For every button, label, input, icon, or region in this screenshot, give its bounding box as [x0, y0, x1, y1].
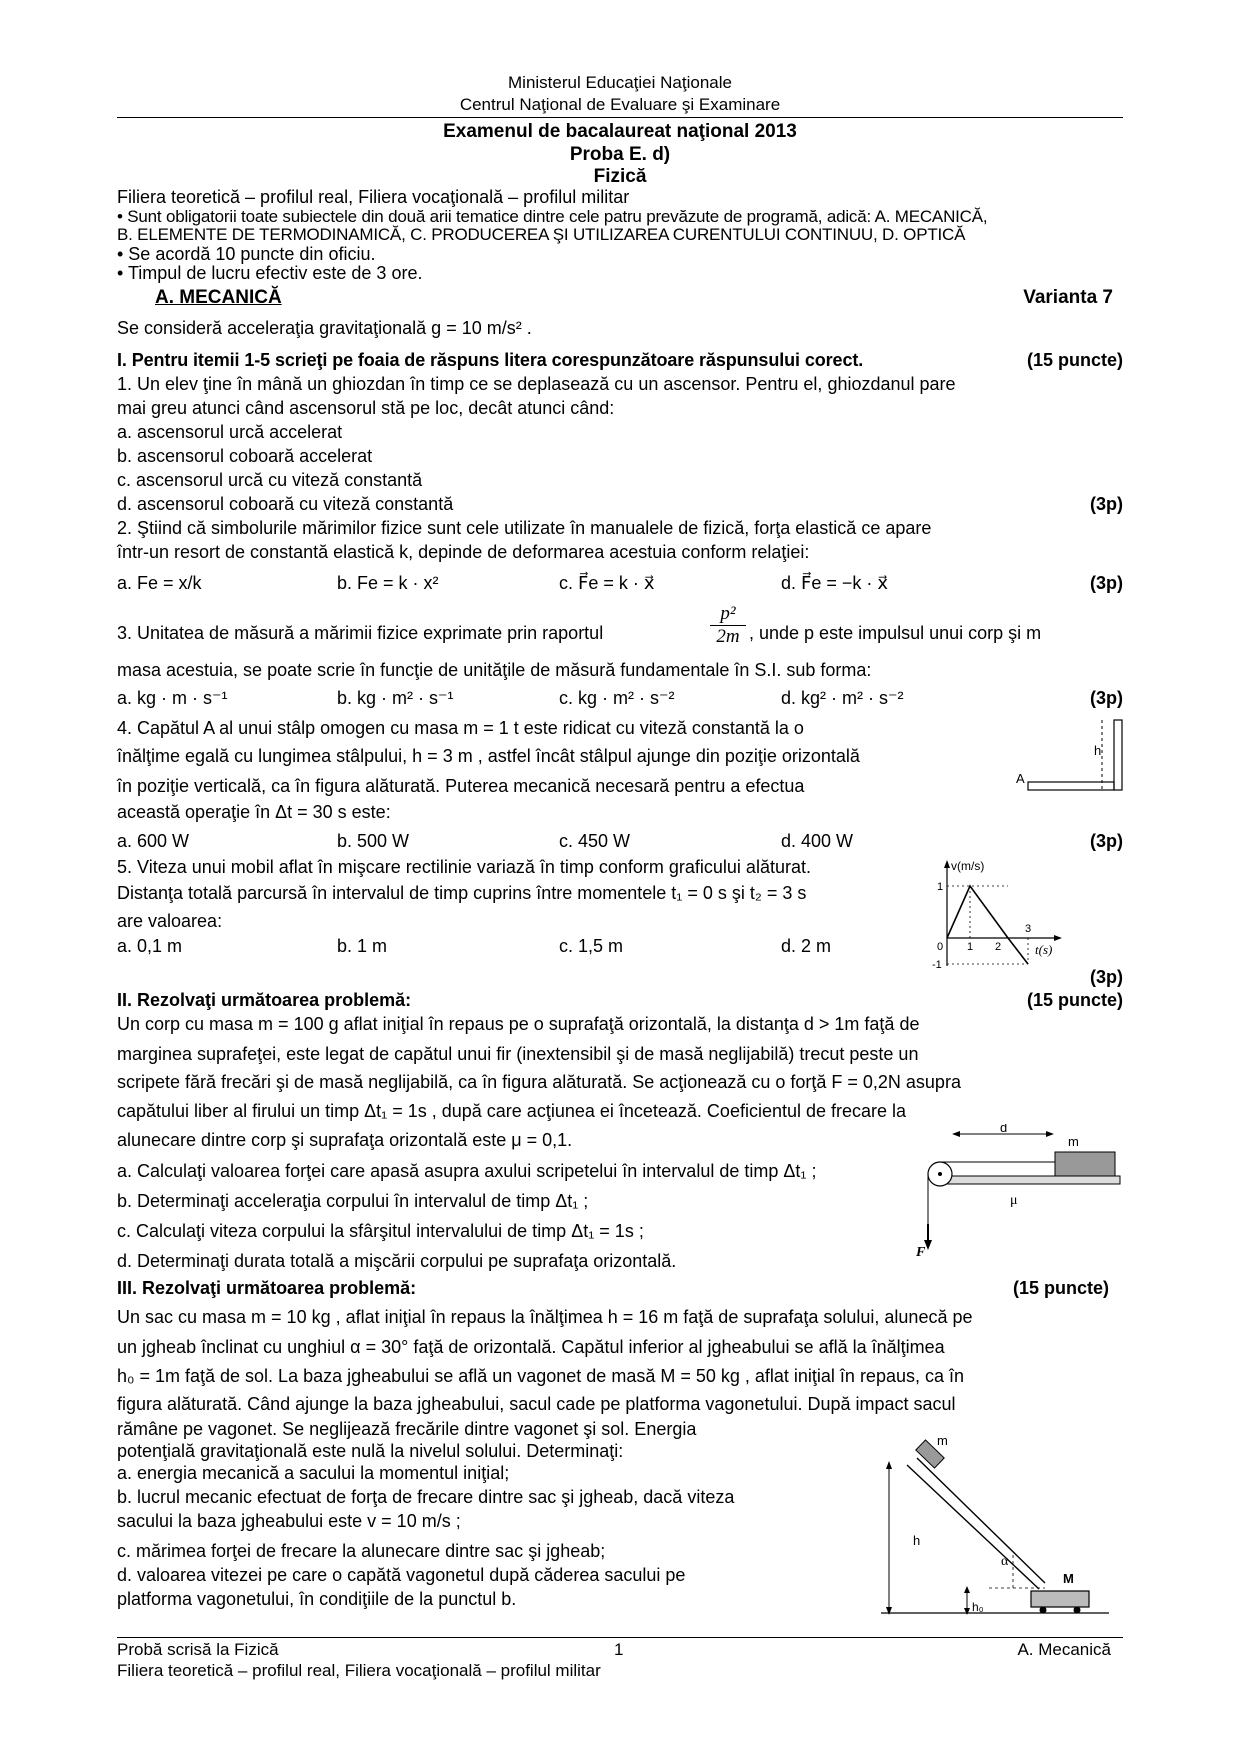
t-axis-arrow [1054, 935, 1062, 941]
footer-page-number: 1 [614, 1640, 624, 1659]
h-arrow-top [886, 1461, 892, 1469]
velocity-line [947, 886, 1028, 964]
q2-line1: 2. Ştiind că simbolurile mărimilor fizice sunt cele utilizate în manualele de fizică, forţa elastică ce apare [117, 518, 932, 538]
instruction-2: • Se acordă 10 puncte din oficiu. [117, 244, 376, 264]
p3-line3: h₀ = 1m faţă de sol. La baza jgheabului se află un vagonet de masă M = 50 kg , aflat iniţial în repaus, ca în [117, 1366, 965, 1386]
footer-left-2: Filiera teoretică – profilul real, Filiera vocaţională – profilul militar [117, 1661, 601, 1680]
instruction-1a: • Sunt obligatorii toate subiectele din două arii tematice dintre cele patru prevăzute de programă, adică: A. MECANICĂ, [117, 207, 988, 226]
q5-line2: Distanţa totală parcursă în intervalul de timp cuprins între momentele t₁ = 0 s şi t₂ = 3 s [117, 883, 807, 903]
p3-line1: Un sac cu masa m = 10 kg , aflat iniţial în repaus la înălţimea h = 16 m faţă de suprafaţa solului, alunecă pe [117, 1307, 973, 1327]
exam-title: Examenul de bacalaureat naţional 2013 [443, 121, 797, 142]
part3-title: Rezolvaţi următoarea problemă: [142, 1278, 417, 1298]
exam-page [117, 0, 1123, 1754]
incline-figure [869, 1433, 1119, 1625]
center-name: Centrul Naţional de Evaluare şi Examinare [459, 95, 781, 114]
p3-item-c: c. mărimea forţei de frecare la alunecare dintre sac şi jgheab; [117, 1541, 606, 1561]
q4-points: (3p) [1090, 831, 1123, 851]
t-axis-label: t(s) [1035, 942, 1053, 957]
instruction-3: • Timpul de lucru efectiv este de 3 ore. [117, 263, 423, 283]
q5-option-a: a. 0,1 m [117, 936, 183, 956]
q4-option-b: b. 500 W [337, 831, 410, 851]
part2-number: II. [117, 990, 133, 1010]
q3-line2: masa acestuia, se poate scrie în funcţie de unităţile de măsură fundamentale în S.I. sub forma: [117, 660, 872, 680]
label-alpha: α [1001, 1554, 1009, 1569]
q3-option-a: a. kg · m · s⁻¹ [117, 688, 228, 708]
label-d: d [1000, 1124, 1008, 1135]
footer-left-1: Probă scrisă la Fizică [117, 1640, 279, 1659]
part2-title: Rezolvaţi următoarea problemă: [137, 990, 412, 1010]
pole-horizontal [1028, 782, 1114, 790]
q1-option-a: a. ascensorul urcă accelerat [117, 422, 343, 442]
q4-line4: această operaţie în Δt = 30 s este: [117, 802, 391, 822]
ministry-name: Ministerul Educaţiei Naţionale [508, 73, 732, 92]
q4-option-c: c. 450 W [559, 831, 631, 851]
part3-heading [117, 1277, 416, 1299]
table-surface [940, 1176, 1120, 1184]
part1-points: (15 puncte) [1026, 350, 1123, 370]
q4-line1: 4. Capătul A al unui stâlp omogen cu masa m = 1 t este ridicat cu viteză constantă la o [117, 718, 804, 738]
tick-origin: 0 [937, 941, 944, 953]
p2-item-b: b. Determinaţi acceleraţia corpului în intervalul de timp Δt₁ ; [117, 1191, 589, 1211]
q5-option-c: c. 1,5 m [559, 936, 624, 956]
tick-v-minus1: -1 [932, 959, 942, 971]
p2-item-a: a. Calculaţi valoarea forţei care apasă asupra axului scripetelui în intervalul de timp Δt₁ ; [117, 1161, 817, 1181]
h0-arrow-top [964, 1586, 970, 1593]
subject-title: Fizică [593, 166, 647, 187]
proba-title: Proba E. d) [569, 144, 671, 165]
q2-option-d: d. F⃗e = −k · x⃗ [781, 573, 889, 593]
p2-line3: scripete fără frecări şi de masă neglijabilă, ca în figura alăturată. Se acţionează cu o forţă F = 0,2N asupra [117, 1072, 961, 1092]
part2-points: (15 puncte) [1026, 990, 1123, 1010]
q3-line1a: 3. Unitatea de măsură a mărimii fizice exprimate prin raportul [117, 623, 604, 643]
q2-points: (3p) [1090, 573, 1123, 593]
footer-right: A. Mecanică [1017, 1640, 1111, 1659]
block [1055, 1152, 1115, 1176]
section-title: A. MECANICĂ [155, 287, 282, 308]
pulley-figure [900, 1124, 1125, 1256]
q1-points: (3p) [1090, 494, 1123, 514]
p3-item-b1: b. lucrul mecanic efectuat de forţa de frecare dintre sac şi jgheab, dacă viteza [117, 1487, 735, 1507]
part3-number: III. [117, 1278, 138, 1298]
q5-option-d: d. 2 m [781, 936, 832, 956]
p2-line5: alunecare dintre corp şi suprafaţa orizontală este μ = 0,1. [117, 1130, 573, 1150]
pole-label-a: A [1016, 771, 1025, 786]
cart-body [1031, 1591, 1089, 1607]
q1-line2: mai greu atunci când ascensorul stă pe loc, decât atunci când: [117, 398, 615, 418]
header-rule [117, 117, 1123, 118]
h-arrow-bottom [886, 1607, 892, 1615]
label-h: h [913, 1533, 921, 1548]
cart-wheel-left [1040, 1607, 1047, 1614]
q1-option-c: c. ascensorul urcă cu viteză constantă [117, 470, 423, 490]
label-h0: h₀ [972, 1600, 984, 1614]
part2-heading [117, 989, 411, 1011]
v-axis-label: v(m/s) [951, 859, 985, 873]
part1-number: I. [117, 350, 127, 370]
q5-line1: 5. Viteza unui mobil aflat în mişcare rectilinie variază în timp conform graficului alăturat. [117, 857, 811, 877]
q4-option-a: a. 600 W [117, 831, 190, 851]
p3-line6: potenţială gravitaţională este nulă la nivelul solului. Determinaţi: [117, 1441, 624, 1461]
q3-option-d: d. kg² · m² · s⁻² [781, 688, 904, 708]
q4-option-d: d. 400 W [781, 831, 854, 851]
label-F: F [916, 1245, 926, 1256]
part1-heading [117, 349, 863, 371]
distance-arrow-right [1046, 1131, 1054, 1137]
h0-arrow-bottom [964, 1608, 970, 1615]
variant-label: Varianta 7 [1023, 287, 1113, 308]
q3-fraction-denominator: 2m [710, 625, 746, 648]
label-m: m [937, 1433, 948, 1448]
p3-item-d2: platforma vagonetului, în condiţiile de la punctul b. [117, 1589, 517, 1609]
pulley-axle [938, 1172, 942, 1176]
q5-line3: are valoarea: [117, 911, 223, 931]
q3-option-c: c. kg · m² · s⁻² [559, 688, 675, 708]
filiera-text: Filiera teoretică – profilul real, Filiera vocaţională – profilul militar [117, 187, 630, 207]
q5-points: (3p) [1090, 967, 1123, 987]
instruction-1b: B. ELEMENTE DE TERMODINAMICĂ, C. PRODUCEREA ŞI UTILIZAREA CURENTULUI CONTINUU, D. OPTICĂ [117, 225, 966, 244]
part1-title: Pentru itemii 1-5 scrieţi pe foaia de răspuns litera corespunzătoare răspunsului corect. [131, 350, 864, 370]
p3-line5: rămâne pe vagonet. Se neglijează frecările dintre vagonet şi sol. Energia [117, 1419, 697, 1439]
q4-line3: în poziţie verticală, ca în figura alăturată. Puterea mecanică necesară pentru a efectua [117, 776, 805, 796]
velocity-graph [915, 858, 1065, 975]
part3-points: (15 puncte) [1012, 1278, 1109, 1298]
label-mu: μ [1010, 1193, 1018, 1208]
p2-item-c: c. Calculaţi viteza corpului la sfârşitul intervalului de timp Δt₁ = 1s ; [117, 1221, 644, 1241]
q3-fraction-numerator: p² [720, 603, 736, 624]
q2-option-a: a. Fe = x/k [117, 573, 202, 593]
q1-option-d: d. ascensorul coboară cu viteză constantă [117, 494, 454, 514]
p2-line1: Un corp cu masa m = 100 g aflat iniţial în repaus pe o suprafaţă orizontală, la distanţa d > 1m faţă de [117, 1014, 920, 1034]
pole-vertical [1114, 720, 1122, 790]
label-m: m [1068, 1134, 1079, 1149]
q1-line1: 1. Un elev ţine în mână un ghiozdan în timp ce se deplasează cu un ascensor. Pentru el, ghiozdanul pare [117, 374, 956, 394]
q2-option-b: b. Fe = k · x² [337, 573, 439, 593]
cart-wheel-right [1074, 1607, 1081, 1614]
gravity-note: Se consideră acceleraţia gravitaţională g = 10 m/s² . [117, 318, 532, 338]
label-M: M [1063, 1571, 1074, 1586]
q2-option-c: c. F⃗e = k · x⃗ [559, 573, 655, 593]
q3-fraction [710, 603, 746, 648]
chute-upper [917, 1458, 1045, 1583]
q3-option-b: b. kg · m² · s⁻¹ [337, 688, 454, 708]
distance-arrow-left [952, 1131, 960, 1137]
tick-t-1: 1 [967, 941, 974, 953]
chute-lower [907, 1465, 1039, 1589]
p2-item-d: d. Determinaţi durata totală a mişcării corpului pe suprafaţa orizontală. [117, 1251, 677, 1271]
pole-figure [992, 715, 1127, 797]
p3-line4: figura alăturată. Când ajunge la baza jgheabului, sacul cade pe platforma vagonetului. După impact sacul [117, 1394, 956, 1414]
v-axis-arrow [944, 860, 950, 868]
q2-line2: într-un resort de constantă elastică k, depinde de deformarea acestuia conform relaţiei: [117, 542, 810, 562]
tick-t-2: 2 [995, 941, 1002, 953]
p2-line4: capătului liber al firului un timp Δt₁ = 1s , după care acţiunea ei încetează. Coeficientul de frecare la [117, 1101, 907, 1121]
p3-item-d1: d. valoarea vitezei pe care o capătă vagonetul după căderea sacului pe [117, 1565, 686, 1585]
p3-item-a: a. energia mecanică a sacului la momentul iniţial; [117, 1463, 510, 1483]
p3-item-b2: sacului la baza jgheabului este v = 10 m/s ; [117, 1511, 461, 1531]
q3-points: (3p) [1090, 688, 1123, 708]
p3-line2: un jgheab înclinat cu unghiul α = 30° faţă de orizontală. Capătul inferior al jgheabului se află la înălţimea [117, 1337, 945, 1357]
q4-line2: înălţime egală cu lungimea stâlpului, h = 3 m , astfel încât stâlpul ajunge din poziţie orizontală [117, 746, 860, 766]
p2-line2: marginea suprafeţei, este legat de capătul unui fir (inextensibil şi de masă neglijabilă) trecut peste un [117, 1044, 919, 1064]
tick-t-3: 3 [1025, 923, 1032, 935]
q5-option-b: b. 1 m [337, 936, 388, 956]
footer-rule [117, 1637, 1123, 1638]
pole-label-h: h [1094, 743, 1102, 758]
q1-option-b: b. ascensorul coboară accelerat [117, 446, 373, 466]
tick-v-1: 1 [937, 881, 944, 893]
q3-line1b: , unde p este impulsul unui corp şi m [749, 623, 1042, 643]
